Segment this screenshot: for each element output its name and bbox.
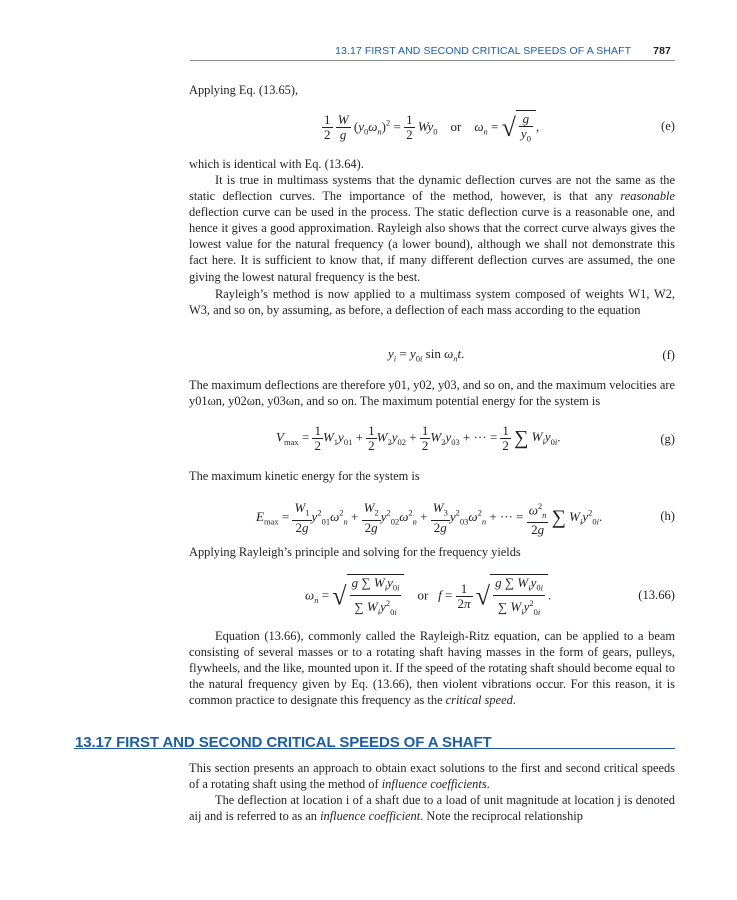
equation-e: $\frac{1}{2}$ $\frac{W}{g}$ $(y_0\omega_n)^2$ = $\frac{1}{2}$ $Wy_0$ or $\omega_n$ = √ $\frac{g}{y_0}$ , [324,111,540,144]
paragraph-identical: which is identical with Eq. (13.64). [189,157,364,171]
equation-e-label: (e) [661,119,675,133]
equation-f: $y_i = y_{0i}$ $\sin \omega_nt$. [388,346,465,364]
equation-e-or: or [450,118,462,134]
paragraph-applying: Applying Eq. (13.65), [189,83,299,97]
header-rule [190,60,675,61]
paragraph-multimass: It is true in multimass systems that the dynamic deflection curves are not the same as the static deflection curves. The importance of the method, however, is that any reasonable deflection curve can be used in the process. The static deflection curve is a reasonable one, and hence it gives a good approximation. Rayleigh also shows that the correct curve always gives the lowest value for the natural frequency (a lower bound), although we shall not demonstrate this fact here. It is sufficient to know that, if many different deflection curves are assumed, the one giving the lowest natural frequency is the best. [189,173,675,284]
section-paragraph-1: This section presents an approach to obtain exact solutions to the first and second critical speeds of a rotating shaft using the method of influence coefficients. [189,761,675,792]
equation-13-66: $\omega_n$ = √ $\frac{g \sum W_iy_{0i}}{\sum W_iy^2_{0i}}$ or f = $\frac{1}{2\pi}$ √ $\frac{g \sum W_iy_{0i}}{\sum W_iy^2_{0i}}$ . [305,575,552,617]
equation-g-label: (g) [660,432,675,446]
equation-13-66-or: or [417,587,429,603]
equation-13-66-label: (13.66) [638,588,675,602]
equation-g: $V_{max}$ = $\frac{1}{2}$ $W_1y_{01}$ + $\frac{1}{2}$ $W_2y_{02}$ + $\frac{1}{2}$ $W_2y_{03}$ + ··· = $\frac{1}{2}$ ∑ $W_iy_{0i}$. [276,423,561,453]
page-number: 787 [653,45,671,57]
running-title: 13.17 FIRST AND SECOND CRITICAL SPEEDS OF A SHAFT [335,45,632,57]
paragraph-rayleigh-ritz: Equation (13.66), commonly called the Rayleigh-Ritz equation, can be applied to a beam consisting of several masses or to a rotating shaft having masses in the form of gears, pulleys, flywheels, and the like, mounted upon it. If the speed of the rotating shaft should become equal to the natural frequency given by Eq. (13.66), then violent vibrations occur. For this reason, it is common practice to designate this frequency as the critical speed. [189,629,675,708]
paragraph-kinetic: The maximum kinetic energy for the system is [189,469,420,483]
paragraph-rayleigh: Rayleigh’s method is now applied to a multimass system composed of weights W1, W2, W3, and so on, by assuming, as before, a deflection of each mass according to the equation [189,287,675,318]
equation-h-label: (h) [660,509,675,523]
paragraph-principle: Applying Rayleigh’s principle and solving for the frequency yields [189,545,521,559]
section-heading: 13.17 FIRST AND SECOND CRITICAL SPEEDS OF A SHAFT [75,734,492,751]
equation-f-label: (f) [662,348,675,362]
section-paragraph-2: The deflection at location i of a shaft due to a load of unit magnitude at location j is denoted aij and is referred to as an influence coefficient. Note the reciprocal relationship [189,793,675,824]
running-head [190,45,671,57]
equation-h: $E_{max}$ = $\frac{W_1}{2g}$ $y^2_{01}\omega^2_n$ + $\frac{W_2}{2g}$ $y^2_{02}\omega^2_n$ + $\frac{W_3}{2g}$ $y^2_{03}\omega^2_n$ + ··· = $\frac{\omega^2_n}{2g}$ ∑ $W_iy^2_{0i}$. [256,500,603,537]
section-rule [74,748,675,749]
paragraph-max-deflections: The maximum deflections are therefore y01, y02, y03, and so on, and the maximum velocities are y01ωn, y02ωn, y03ωn, and so on. The maximum potential energy for the system is [189,378,675,409]
